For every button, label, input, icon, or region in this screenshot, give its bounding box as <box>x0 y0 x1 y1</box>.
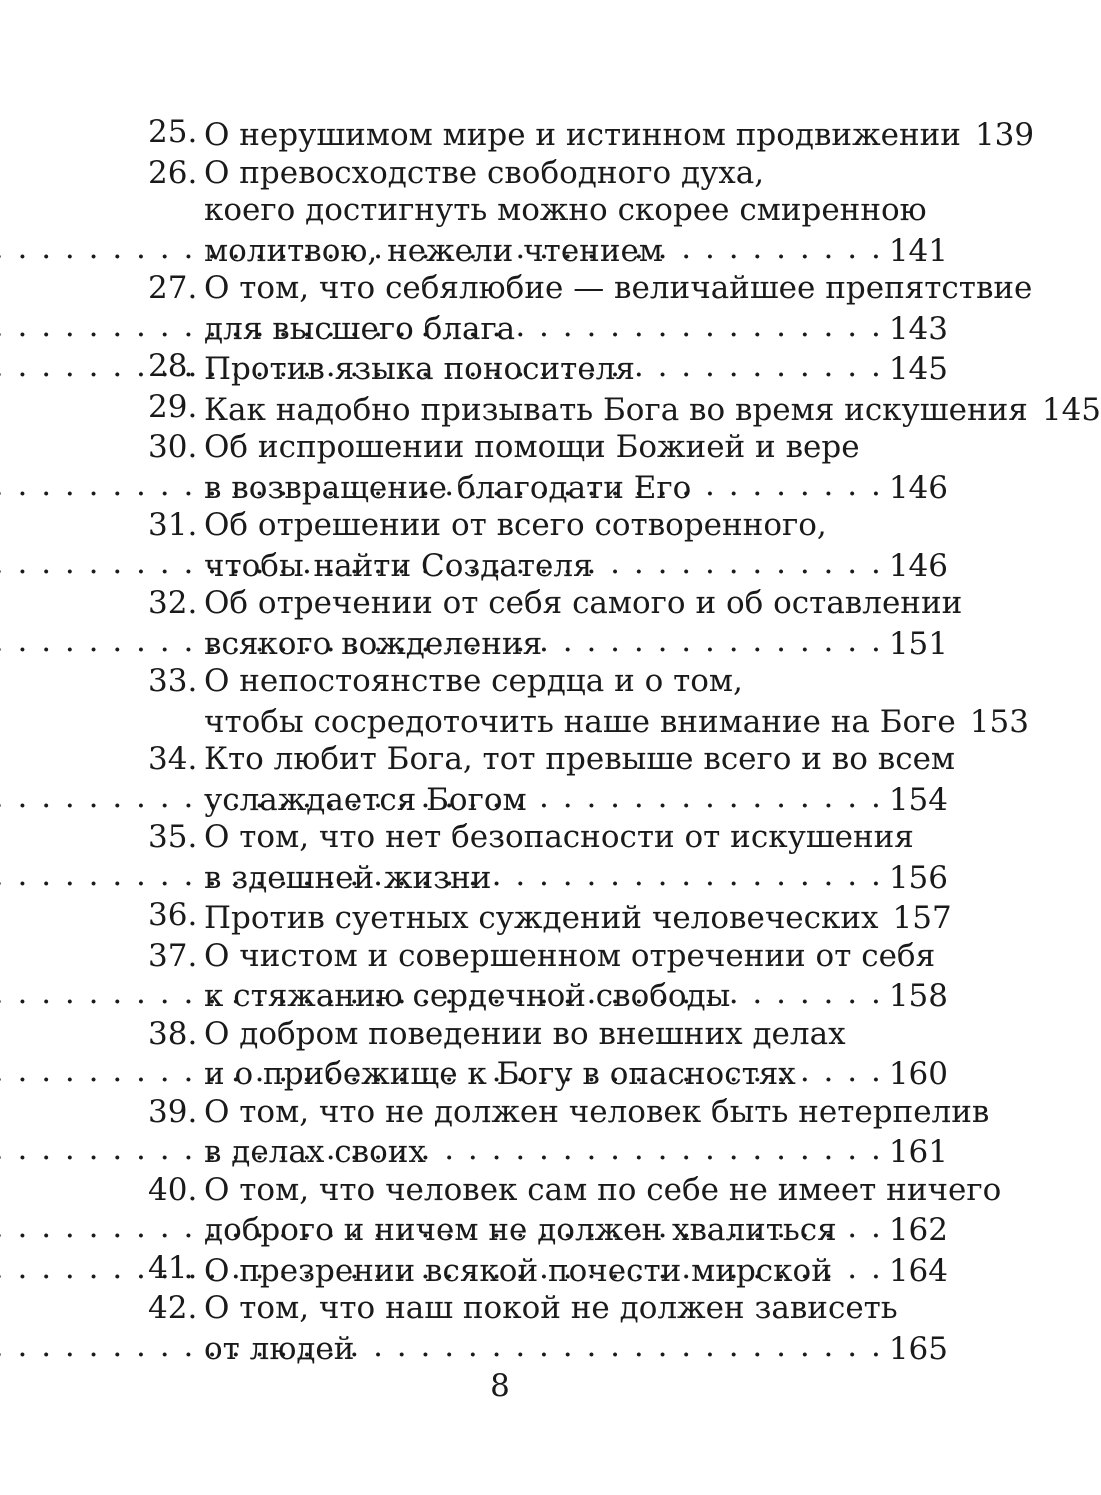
toc-entry-page: 146 <box>888 547 948 584</box>
dot-leader <box>738 975 882 1006</box>
toc-entry-title-line: в здешней жизни <box>204 859 492 896</box>
dot-leader <box>804 1053 883 1084</box>
toc-entry <box>148 663 1029 741</box>
toc-entry-number: 27. <box>148 270 198 306</box>
toc-entry <box>148 429 948 507</box>
toc-entry-title-line: Кто любит Бога, тот превыше всего и во всем <box>204 741 956 777</box>
toc-entry-title-line: О превосходстве свободного духа, <box>204 154 765 191</box>
toc-entry-number: 30. <box>148 429 198 465</box>
toc-entry <box>148 585 963 663</box>
toc-entry <box>148 507 948 585</box>
toc-entry-page: 153 <box>969 703 1029 740</box>
toc-entry <box>148 270 1033 348</box>
toc-entry-title-line: О нерушимом мире и истинном продвижении <box>204 117 961 153</box>
toc-entry-title-line: чтобы найти Создателя <box>204 547 593 584</box>
toc-entry-title-line: Об испрошении помощи Божией и вере <box>204 429 860 465</box>
toc-entry-page: 164 <box>888 1252 948 1289</box>
toc-entry-number: 40. <box>148 1171 198 1208</box>
toc-entry-title-line: услаждается Богом <box>204 781 527 818</box>
toc-entry-title-line: О презрении всякой почести мирской <box>204 1252 832 1289</box>
dot-leader <box>845 1209 883 1240</box>
dot-leader <box>434 1131 883 1162</box>
dot-leader <box>671 230 883 261</box>
toc-entry-title-line: О том, что человек сам по себе не имеет ничего <box>204 1171 1002 1208</box>
toc-entry <box>148 1290 948 1368</box>
toc-entry-page: 141 <box>888 232 948 269</box>
toc-entry-title-line: Против языка поносителя <box>204 351 635 387</box>
dot-leader <box>499 857 882 888</box>
toc-entry-page: 160 <box>888 1056 948 1092</box>
toc-entry-number: 38. <box>148 1015 198 1052</box>
toc-entry <box>148 1250 948 1291</box>
toc-entry-page: 157 <box>892 900 952 936</box>
dot-leader <box>550 623 883 654</box>
toc-entry-title-line: всякого вожделения <box>204 625 543 662</box>
dot-leader <box>643 348 883 379</box>
toc-entry-number: 39. <box>148 1093 198 1130</box>
toc-entry-number: 35. <box>148 819 198 855</box>
toc-entry-title-line: в возвращение благодати Его <box>204 469 692 506</box>
toc-entry-page: 162 <box>888 1212 948 1248</box>
toc-entry <box>148 348 948 389</box>
toc-entry-title-line: Об отречении от себя самого и об оставлении <box>204 585 963 621</box>
toc-entry-title-line: О том, что не должен человек быть нетерпелив <box>204 1093 990 1130</box>
toc-entry-page: 146 <box>888 469 948 506</box>
toc-entry-title-line: О добром поведении во внешних делах <box>204 1015 846 1052</box>
toc-entry <box>148 741 956 819</box>
toc-entry-title-line: молитвою, нежели чтением <box>204 232 663 269</box>
toc-entry-title-line: О том, что наш покой не должен зависеть <box>204 1290 898 1326</box>
page-number: 8 <box>490 1368 510 1404</box>
toc-entry-page: 156 <box>888 859 948 896</box>
dot-leader <box>840 1250 883 1281</box>
table-of-contents <box>148 114 1101 1368</box>
dot-leader <box>362 1328 882 1359</box>
toc-entry <box>148 1093 990 1172</box>
toc-entry-page: 145 <box>1041 391 1101 428</box>
toc-entry-title-line: О том, что себялюбие — величайшее препятствие <box>204 270 1033 306</box>
toc-entry-number: 31. <box>148 507 198 543</box>
toc-entry-title-line: в делах своих <box>204 1134 426 1170</box>
toc-entry-title-line: от людей <box>204 1330 355 1367</box>
toc-entry-number: 42. <box>148 1290 198 1326</box>
toc-entry <box>148 1016 948 1094</box>
toc-entry-title-line: Против суетных суждений человеческих <box>204 900 879 936</box>
toc-entry-title-line: доброго и ничем не должен хвалиться <box>204 1212 837 1248</box>
toc-entry-number: 36. <box>148 897 198 933</box>
toc-entry-title-line: к стяжанию сердечной свободы <box>204 978 731 1014</box>
toc-entry <box>148 819 948 897</box>
toc-entry <box>148 897 952 938</box>
toc-entry-page: 165 <box>888 1330 948 1367</box>
toc-entry-title-line: Как надобно призывать Бога во время искушения <box>204 391 1028 428</box>
toc-entry <box>148 388 1101 430</box>
toc-entry-title-line: О непостоянстве сердца и о том, <box>204 663 743 699</box>
toc-entry-title-line: Об отрешении от всего сотворенного, <box>204 507 827 543</box>
toc-entry-number: 41. <box>148 1249 198 1286</box>
toc-entry-title-line: для высшего блага <box>204 310 516 347</box>
toc-entry <box>148 938 948 1016</box>
toc-entry <box>148 114 1035 155</box>
toc-entry-title-line: чтобы сосредоточить наше внимание на Боге <box>204 703 956 740</box>
toc-entry-title-line: О чистом и совершенном отречении от себя <box>204 937 936 974</box>
toc-entry-number: 28. <box>148 348 198 384</box>
toc-entry-page: 143 <box>888 310 948 347</box>
toc-entry-page: 158 <box>888 978 948 1014</box>
toc-entry-number: 26. <box>148 154 198 191</box>
dot-leader <box>535 779 883 810</box>
toc-entry-page: 151 <box>888 625 948 662</box>
toc-entry-number: 37. <box>148 937 198 974</box>
toc-entry <box>148 1171 1002 1250</box>
dot-leader <box>699 467 883 498</box>
toc-entry-title-line: и о прибежище к Богу в опасностях <box>204 1056 796 1092</box>
toc-entry-number: 32. <box>148 585 198 621</box>
toc-entry-title-line: О том, что нет безопасности от искушения <box>204 819 914 855</box>
toc-entry-page: 161 <box>888 1134 948 1170</box>
toc-entry-number: 33. <box>148 663 198 699</box>
toc-entry-number: 25. <box>148 114 198 150</box>
toc-entry-page: 154 <box>888 781 948 818</box>
toc-entry-title-line: коего достигнуть можно скорее смиренною <box>204 192 927 228</box>
dot-leader <box>601 545 883 576</box>
toc-entry-page: 145 <box>888 351 948 387</box>
toc-entry <box>148 155 948 271</box>
toc-entry-number: 29. <box>148 388 198 425</box>
toc-entry-page: 139 <box>974 117 1035 153</box>
dot-leader <box>523 308 883 339</box>
toc-entry-number: 34. <box>148 741 198 777</box>
